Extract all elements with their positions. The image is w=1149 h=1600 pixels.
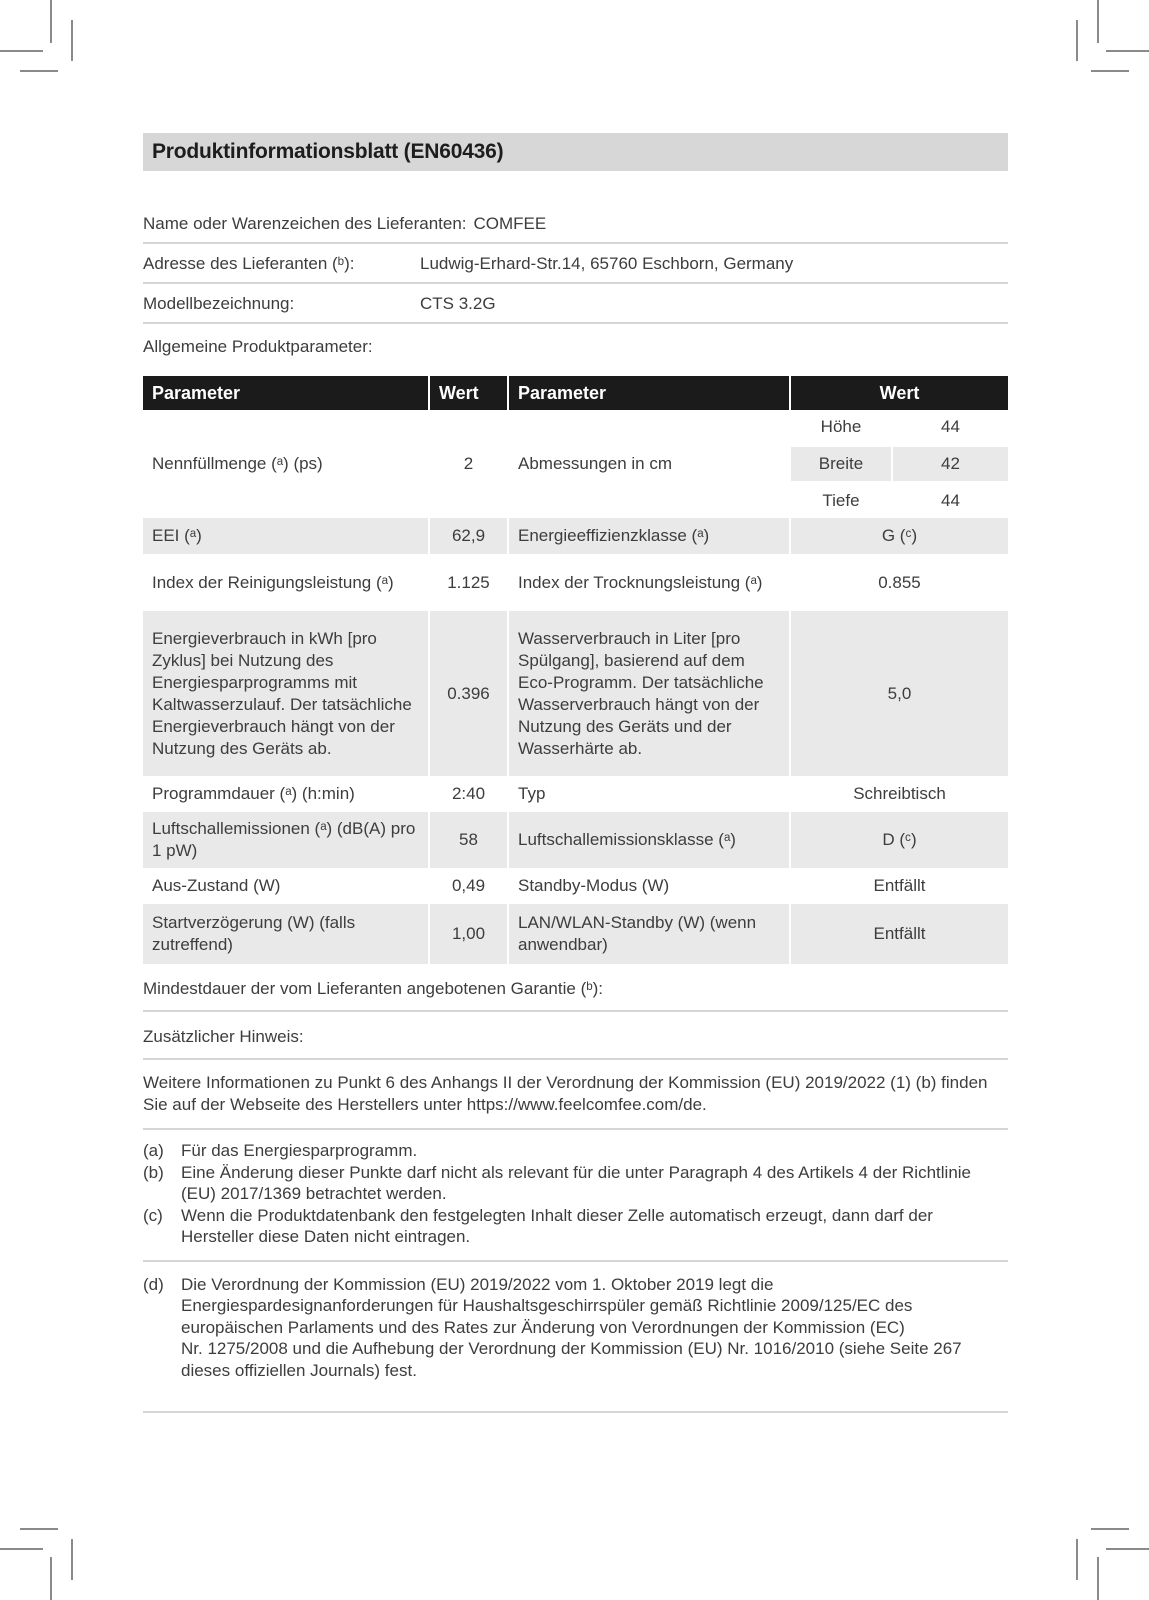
value-cell: G (ᶜ) [791,518,1008,554]
footnote-text: Die Verordnung der Kommission (EU) 2019/2022 vom 1. Oktober 2019 legt die Energiespardesignanforderungen für Haushaltsgeschirrspüler gemäß Richtlinie 2009/125/EC des europäischen Parlaments und des Rates zur Änderung von Verordnungen der Kommission (EC) Nr. 1275/2008 und die Aufhebung der Verordnung der Kommission (EU) Nr. 1016/2010 (siehe Seite 267 dieses offiziellen Journals) fest. [181,1274,962,1380]
param-cell: Energieeffizienzklasse (ᵃ) [509,518,789,554]
param-cell: Nennfüllmenge (ᵃ) (ps) [143,410,428,518]
supplier-name-label: Name oder Warenzeichen des Lieferanten: [143,214,467,233]
dimension-row [791,483,1008,518]
param-cell: Startverzögerung (W) (falls zutreffend) [143,904,428,964]
param-cell: Luftschallemissionen (ᵃ) (dB(A) pro 1 pW) [143,812,428,868]
param-cell: Aus-Zustand (W) [143,868,428,904]
dimension-label: Tiefe [791,483,891,518]
footnote-d-block [143,1262,1008,1414]
table-row [143,904,1008,964]
param-cell: Energieverbrauch in kWh [pro Zyklus] bei Nutzung des Energiesparprogramms mit Kaltwasserzulauf. Der tatsächliche Energieverbrauch hängt von der Nutzung des Geräts ab. [143,611,428,776]
page-title: Produktinformationsblatt (EN60436) [152,140,504,163]
value-cell: Entfällt [791,868,1008,904]
table-header-wert-2: Wert [791,376,1008,410]
dimension-value: 44 [893,483,1008,518]
table-row [143,410,1008,518]
warranty-line: Mindestdauer der vom Lieferanten angebotenen Garantie (ᵇ): [143,964,1008,1012]
footnote-text: Für das Energiesparprogramm. [181,1141,418,1160]
footnote-marker: (c) [143,1205,163,1225]
param-cell: Index der Trocknungsleistung (ᵃ) [509,554,789,611]
footnote-b [143,1162,1008,1205]
model-value: CTS 3.2G [420,294,496,313]
info-paragraph: Weitere Informationen zu Punkt 6 des Anhangs II der Verordnung der Kommission (EU) 2019/2022 (1) (b) finden Sie auf der Webseite des Herstellers unter https://www.feelcomfee.com/de. [143,1060,1008,1130]
value-cell: 58 [430,812,507,868]
value-cell: 2 [430,410,507,518]
param-cell: Typ [509,776,789,812]
param-cell: Wasserverbrauch in Liter [pro Spülgang], basierend auf dem Eco-Programm. Der tatsächliche Wasserverbrauch hängt von der Nutzung des Geräts und der Wasserhärte ab. [509,611,789,776]
table-row [143,868,1008,904]
supplier-name-value: COMFEE [473,214,547,233]
dimension-label: Breite [791,447,891,482]
param-cell: Standby-Modus (W) [509,868,789,904]
table-header-parameter-1: Parameter [143,376,428,410]
param-cell: Abmessungen in cm [509,410,789,518]
table-header-parameter-2: Parameter [509,376,789,410]
param-cell: LAN/WLAN-Standby (W) (wenn anwendbar) [509,904,789,964]
value-cell: 1,00 [430,904,507,964]
param-cell: Luftschallemissionsklasse (ᵃ) [509,812,789,868]
footnote-c [143,1205,1008,1248]
supplier-info-block [143,204,1008,324]
table-row [143,812,1008,868]
additional-note-line: Zusätzlicher Hinweis: [143,1012,1008,1060]
value-cell: 0.396 [430,611,507,776]
footnote-marker: (d) [143,1274,164,1294]
supplier-address-value: Ludwig-Erhard-Str.14, 65760 Eschborn, Germany [420,254,794,273]
value-cell: 1.125 [430,554,507,611]
value-cell: 62,9 [430,518,507,554]
value-cell: 2:40 [430,776,507,812]
table-row [143,776,1008,812]
dimension-value: 42 [893,447,1008,482]
footnote-text: Wenn die Produktdatenbank den festgelegten Inhalt dieser Zelle automatisch erzeugt, dann darf der Hersteller diese Daten nicht eintragen. [181,1205,933,1246]
value-cell: D (ᶜ) [791,812,1008,868]
model-label: Modellbezeichnung: [143,294,295,313]
dimension-label: Höhe [791,410,891,445]
table-row [143,518,1008,554]
table-row [143,611,1008,776]
footnote-marker: (b) [143,1162,164,1182]
table-row [143,554,1008,611]
document-title-bar [143,133,1008,171]
param-cell: Programmdauer (ᵃ) (h:min) [143,776,428,812]
footnote-text: Eine Änderung dieser Punkte darf nicht als relevant für die unter Paragraph 4 des Artikels 4 der Richtlinie (EU) 2017/1369 betrachtet werden. [181,1162,972,1203]
dimension-row [791,410,1008,445]
dimension-row [791,447,1008,482]
value-cell: 0,49 [430,868,507,904]
value-cell: Schreibtisch [791,776,1008,812]
model-row [143,284,1008,324]
value-cell: 0.855 [791,554,1008,611]
value-cell: Entfällt [791,904,1008,964]
supplier-address-label: Adresse des Lieferanten (ᵇ): [143,254,355,273]
document-content [143,133,1008,1413]
supplier-address-row [143,244,1008,284]
footnote-d [143,1274,1008,1382]
dimension-value: 44 [893,410,1008,445]
product-parameters-table [143,376,1008,964]
footnote-list [143,1130,1008,1262]
dimensions-subtable [791,410,1008,518]
value-cell: 5,0 [791,611,1008,776]
footnote-marker: (a) [143,1141,164,1160]
footnote-a [143,1140,1008,1162]
table-header-wert-1: Wert [430,376,507,410]
param-cell: EEI (ᵃ) [143,518,428,554]
supplier-name-row [143,204,1008,244]
table-header-row [143,376,1008,410]
general-parameters-label: Allgemeine Produktparameter: [143,337,373,356]
param-cell: Index der Reinigungsleistung (ᵃ) [143,554,428,611]
